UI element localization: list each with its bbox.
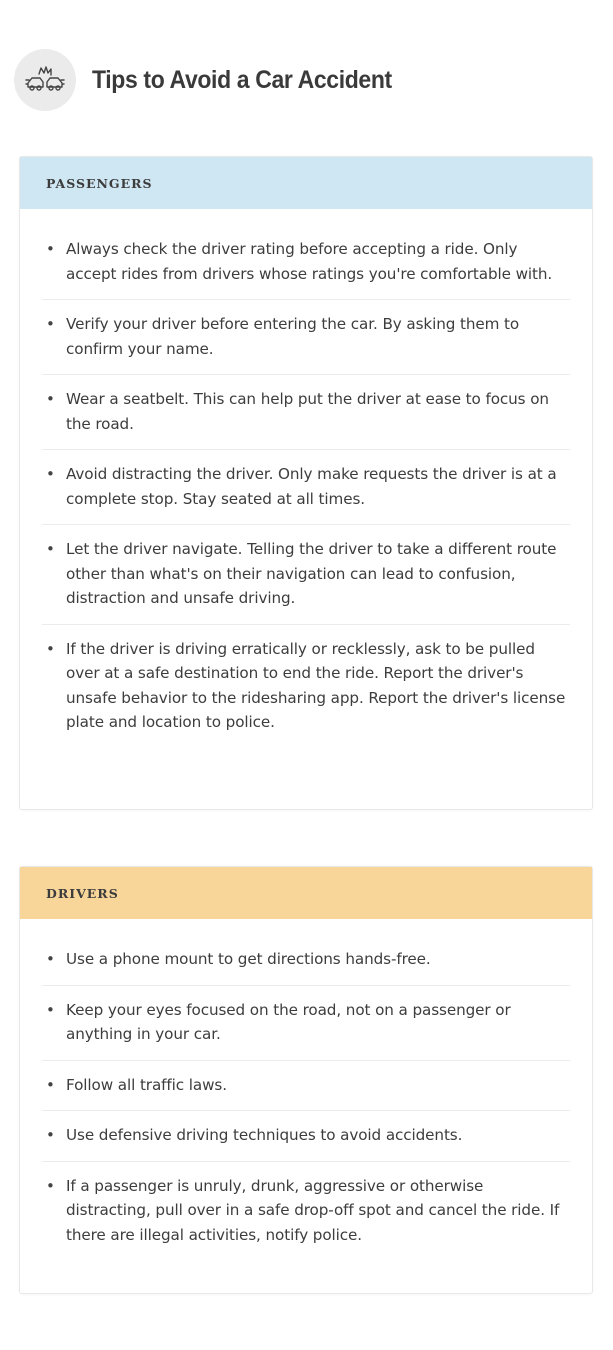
tip-text: Keep your eyes focused on the road, not on a passenger or anything in your car. (66, 1000, 511, 1043)
bullet-icon: • (46, 1000, 55, 1019)
tip-text: If the driver is driving erratically or recklessly, ask to be pulled over at a safe destination to end the ride. Report the driver's unsafe behavior to the ridesharing app. Report the driver's license plate and location to police. (66, 639, 566, 731)
bullet-icon: • (46, 540, 55, 558)
tip-text: Use defensive driving techniques to avoid accidents. (66, 1126, 463, 1144)
passengers-tip-list (20, 209, 592, 748)
list-item (42, 300, 570, 375)
list-item (42, 986, 570, 1061)
list-item (42, 1061, 570, 1112)
page-header (14, 49, 418, 111)
passengers-card (19, 156, 593, 810)
bullet-icon: • (46, 639, 55, 658)
bullet-icon: • (46, 465, 55, 483)
tip-text: Let the driver navigate. Telling the driver to take a different route other than what's on their navigation can lead to confusion, distraction and unsafe driving. (66, 540, 557, 607)
bullet-icon: • (46, 950, 55, 968)
tip-text: Avoid distracting the driver. Only make requests the driver is at a complete stop. Stay seated at all times. (66, 465, 557, 508)
list-item (42, 225, 570, 300)
drivers-card (19, 866, 593, 1294)
list-item (42, 935, 570, 986)
bullet-icon: • (46, 390, 55, 408)
drivers-heading: DRIVERS (20, 867, 592, 919)
bullet-icon: • (46, 1176, 55, 1195)
bullet-icon: • (46, 315, 55, 333)
tip-text: Verify your driver before entering the car. By asking them to confirm your name. (66, 315, 520, 358)
passengers-heading: PASSENGERS (20, 157, 592, 209)
list-item (42, 625, 570, 748)
bullet-icon: • (46, 1126, 55, 1144)
page-title: Tips to Avoid a Car Accident (92, 65, 392, 94)
list-item (42, 1111, 570, 1162)
list-item (42, 450, 570, 525)
car-crash-icon (14, 49, 76, 111)
list-item (42, 525, 570, 625)
tip-text: Follow all traffic laws. (66, 1075, 227, 1094)
drivers-tip-list (20, 919, 592, 1260)
list-item (42, 1162, 570, 1261)
tip-text: If a passenger is unruly, drunk, aggressive or otherwise distracting, pull over in a safe drop-off spot and cancel the ride. If there are illegal activities, notify police. (66, 1176, 560, 1244)
bullet-icon: • (46, 1075, 55, 1094)
tip-text: Always check the driver rating before accepting a ride. Only accept rides from drivers whose ratings you're comfortable with. (66, 240, 553, 283)
bullet-icon: • (46, 240, 55, 258)
tip-text: Wear a seatbelt. This can help put the driver at ease to focus on the road. (66, 390, 549, 433)
tip-text: Use a phone mount to get directions hands-free. (66, 950, 431, 968)
list-item (42, 375, 570, 450)
